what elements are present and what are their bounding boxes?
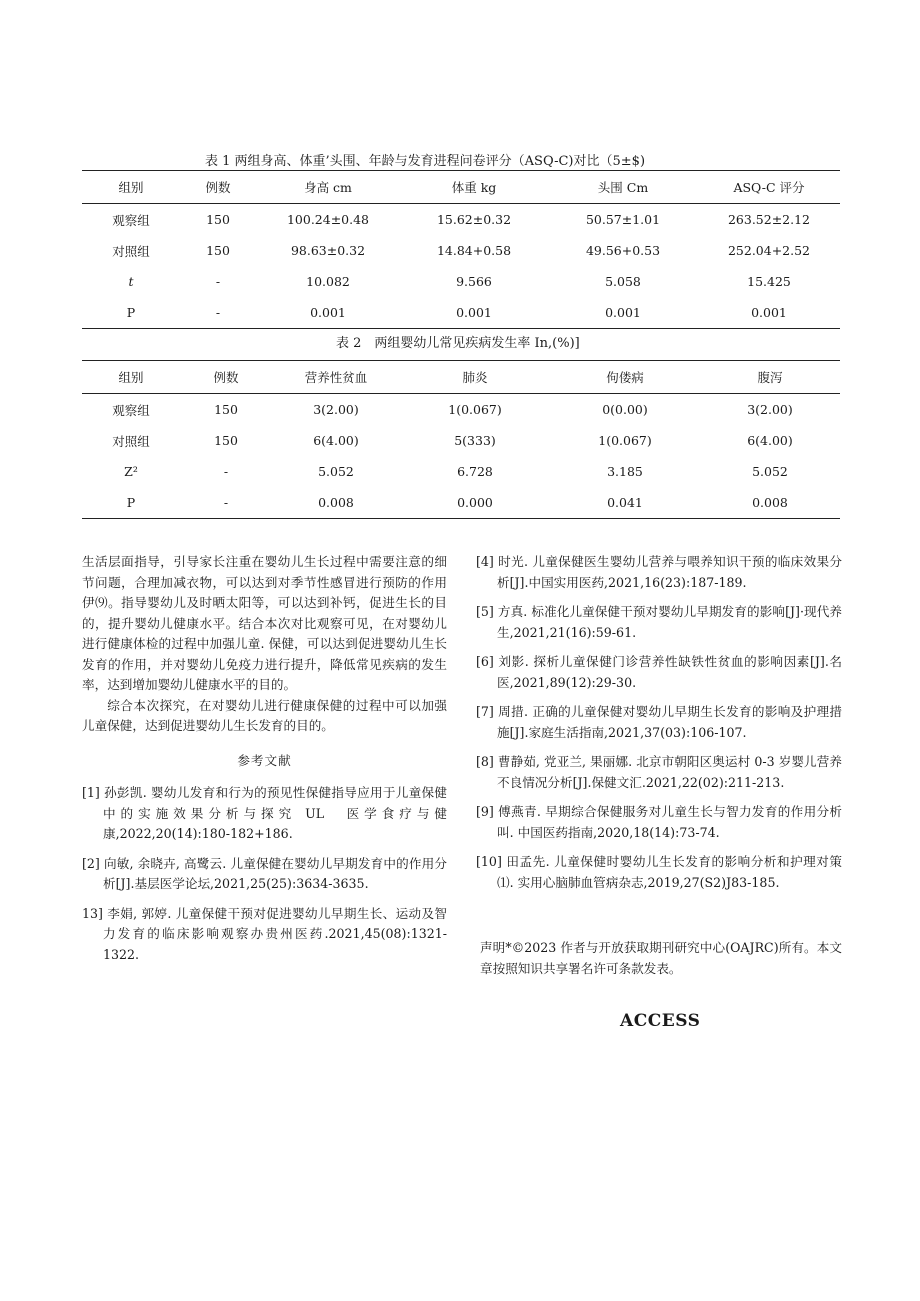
table-row <box>82 297 840 329</box>
table-cell: 98.63±0.32 <box>290 243 366 258</box>
copyright-statement: 声明*©2023 作者与开放获取期刊研究中心(OAJRC)所有。本文章按照知识共享署名许可条款发表。 <box>480 940 842 976</box>
table-header-cell: 腹泻 <box>700 361 840 394</box>
table-header-cell: 身高 cm <box>256 171 400 204</box>
table-cell: 0.000 <box>400 487 550 519</box>
table-header-cell: ASQ-C 评分 <box>698 171 840 204</box>
body-paragraph: 生活层面指导，引导家长注重在婴幼儿生长过程中需要注意的细节问题，合理加减衣物，可以达到对季节性感冒进行预防的作用伊⑼。指导婴幼儿及时晒太阳等，可以达到补钙，促进生长的目的，提升婴幼儿健康水平。结合本次对比观察可见，在对婴幼儿进行健康体检的过程中加强儿童. 保健，可以达到促进婴幼儿生长发育的作用，并对婴幼儿免疫力进行提升，降低常见疾病的发生率，达到增加婴幼儿健康水平的目的。 <box>82 554 447 692</box>
table-cell: 15.62±0.32 <box>436 212 512 227</box>
table-row <box>82 425 840 456</box>
table-cell: Z² <box>124 464 138 479</box>
table-header-cell: 营养性贫血 <box>272 361 400 394</box>
reference-item: 13] 李娟, 郭婷. 儿童保健干预对促进婴幼儿早期生长、运动及智力发育的临床影响观察办贵州医药.2021,45(08):1321-1322. <box>82 905 447 962</box>
table-cell: 6.728 <box>457 464 493 479</box>
table-header-cell: 组别 <box>82 171 180 204</box>
table-cell: - <box>215 274 221 289</box>
table-header-cell: 肺炎 <box>400 361 550 394</box>
table-cell: 5.058 <box>605 274 641 289</box>
table-cell: 3(2.00) <box>747 402 793 417</box>
table-cell: 50.57±1.01 <box>585 212 661 227</box>
table-cell: 0(0.00) <box>602 402 648 417</box>
table-cell: 14.84+0.58 <box>436 243 512 258</box>
table-header-cell: 例数 <box>180 361 272 394</box>
reference-item: [9] 傅燕青. 早期综合保健服务对儿童生长与智力发育的作用分析叫. 中国医药指南,2020,18(14):73-74. <box>476 804 842 840</box>
table-cell: 1(0.067) <box>598 433 652 448</box>
table-cell: 49.56+0.53 <box>585 243 661 258</box>
table-cell: 5.052 <box>752 464 788 479</box>
table-cell: 观察组 <box>112 402 150 418</box>
table-header-cell: 组别 <box>82 361 180 394</box>
table-cell: 对照组 <box>112 433 150 449</box>
table-cell: 6(4.00) <box>313 433 359 448</box>
table-cell: 252.04+2.52 <box>727 243 811 258</box>
table-header-cell: 头围 Cm <box>548 171 698 204</box>
table-cell: 1(0.067) <box>448 402 502 417</box>
reference-item: [10] 田孟先. 儿童保健时婴幼儿生长发育的影响分析和护理对策⑴. 实用心脑肺血管病杂志,2019,27(S2)J83-185. <box>476 854 842 890</box>
table-row <box>82 456 840 487</box>
table-cell: 10.082 <box>306 274 350 289</box>
table1 <box>82 170 840 329</box>
table1-caption: 表 1 两组身高、体重’头围、年龄与发育进程问卷评分（ASQ-C)对比（5±$) <box>205 154 646 169</box>
table2 <box>82 360 840 519</box>
table-cell: P <box>82 487 180 519</box>
table-cell: 9.566 <box>456 274 492 289</box>
table-header-row <box>82 361 840 394</box>
table-cell: 150 <box>206 243 230 258</box>
table-cell: 5.052 <box>318 464 354 479</box>
table-cell: 6(4.00) <box>747 433 793 448</box>
table-cell: 0.008 <box>700 487 840 519</box>
table-cell: 0.008 <box>272 487 400 519</box>
table-cell: 0.001 <box>698 297 840 329</box>
reference-item: [1] 孙彭凯. 婴幼儿发育和行为的预见性保健指导应用于儿童保健中的实施效果分析与探究 UL 医学食疗与健康,2022,20(14):180-182+186. <box>82 785 447 841</box>
table-cell: 150 <box>214 433 238 448</box>
left-column <box>82 552 447 974</box>
table-cell: 150 <box>214 402 238 417</box>
table-cell: 0.001 <box>256 297 400 329</box>
table-cell: 0.041 <box>550 487 700 519</box>
references-heading: 参考文献 <box>237 752 292 768</box>
table-row <box>82 266 840 297</box>
table-cell: 5(333) <box>454 433 496 448</box>
table-cell: 150 <box>206 212 230 227</box>
table-cell: 0.001 <box>548 297 698 329</box>
table-header-cell: 体重 kg <box>400 171 548 204</box>
table-cell: - <box>180 297 256 329</box>
table-cell: P <box>82 297 180 329</box>
table-row <box>82 487 840 519</box>
table-cell: 263.52±2.12 <box>727 212 811 227</box>
table-cell: 3.185 <box>607 464 643 479</box>
reference-item: [4] 时光. 儿童保健医生婴幼儿营养与喂养知识干预的临床效果分析[J].中国实用医药,2021,16(23):187-189. <box>476 554 842 590</box>
table-cell: 对照组 <box>112 243 150 259</box>
reference-item: [8] 曹静茹, 党亚兰, 果丽娜. 北京市朝阳区奥运村 0-3 岁婴儿营养不良情况分析[J].保健文汇.2021,22(02):211-213. <box>476 754 842 790</box>
open-access-label: ACCESS <box>620 1011 701 1031</box>
table-row <box>82 394 840 426</box>
table-cell: 15.425 <box>747 274 791 289</box>
right-column <box>476 552 842 902</box>
table2-caption: 表 2 两组婴幼儿常见疾病发生率 In,(%)] <box>336 336 580 351</box>
table-row <box>82 235 840 266</box>
reference-item: [5] 方真. 标准化儿童保健干预对婴幼儿早期发育的影响[J]·现代养生,2021,21(16):59-61. <box>476 604 842 640</box>
table-cell: - <box>223 464 229 479</box>
table-cell: t <box>128 274 134 289</box>
body-paragraph: 综合本次探究，在对婴幼儿进行健康保健的过程中可以加强儿童保健，达到促进婴幼儿生长发育的目的。 <box>82 697 447 733</box>
table-header-cell: 例数 <box>180 171 256 204</box>
table-header-cell: 佝偻病 <box>550 361 700 394</box>
table-cell: 观察组 <box>112 212 150 228</box>
table-cell: 0.001 <box>400 297 548 329</box>
table-cell: - <box>180 487 272 519</box>
reference-item: [2] 向敏, 余晓卉, 高鹭云. 儿童保健在婴幼儿早期发育中的作用分析[J].基层医学论坛,2021,25(25):3634-3635. <box>82 855 447 891</box>
table-cell: 3(2.00) <box>313 402 359 417</box>
table-row <box>82 204 840 236</box>
reference-item: [6] 刘影. 探析儿童保健门诊营养性缺铁性贫血的影响因素[J].名医,2021,89(12):29-30. <box>476 654 842 690</box>
table-cell: 100.24±0.48 <box>286 212 370 227</box>
table-header-row <box>82 171 840 204</box>
reference-item: [7] 周措. 正确的儿童保健对婴幼儿早期生长发育的影响及护理措施[J].家庭生活指南,2021,37(03):106-107. <box>476 704 842 740</box>
